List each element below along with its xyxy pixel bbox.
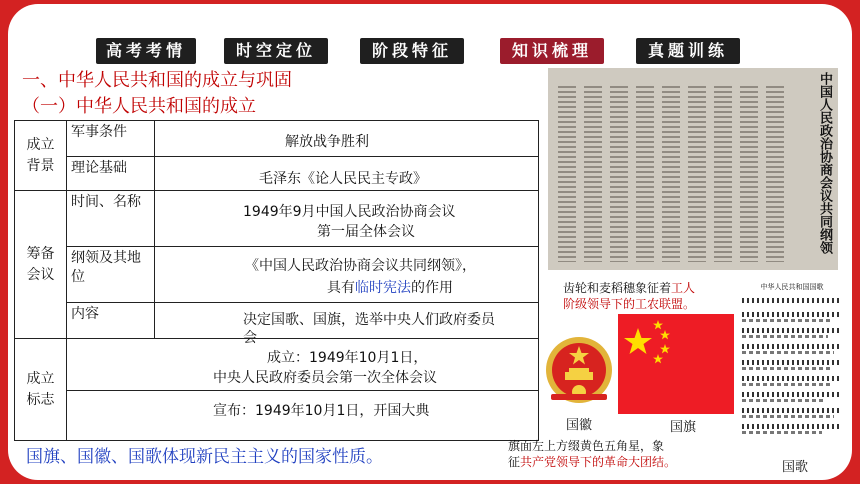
national-anthem-score-image xyxy=(738,280,846,458)
score-title: 中华人民共和国国歌 xyxy=(760,283,824,291)
category-preparation xyxy=(15,191,67,339)
time-value-line1: 1949年9月中国人民政治协商会议 xyxy=(243,204,456,220)
row-label-time: 时间、名称 xyxy=(67,191,155,247)
interim-constitution-emphasis: 临时宪法 xyxy=(355,280,411,296)
nav-tab-knowledge-review[interactable]: 知识梳理 xyxy=(500,38,604,64)
common-program-newspaper-image xyxy=(548,68,838,270)
nav-tab-stage-features[interactable]: 阶段特征 xyxy=(360,38,464,64)
row-value-establish xyxy=(67,339,539,391)
content-value-line1: 决定国歌、国旗，选举中央人们政府委员 xyxy=(243,312,495,328)
flag-label: 国旗 xyxy=(670,420,697,435)
time-value-line2: 第一届全体会议 xyxy=(317,224,415,240)
flag-stars xyxy=(618,314,734,414)
category-label: 筹备会议 xyxy=(26,245,55,283)
category-label: 成立标志 xyxy=(26,370,55,408)
nav-tab-exam-analysis[interactable]: 高考考情 xyxy=(96,38,196,64)
category-background xyxy=(15,121,67,191)
national-emblem-image xyxy=(543,336,615,408)
row-label-program: 纲领及其地位 xyxy=(67,247,155,303)
category-label: 成立背景 xyxy=(26,136,55,174)
content-value-line2: 会 xyxy=(243,330,257,346)
table-row xyxy=(15,191,539,247)
emblem-label: 国徽 xyxy=(566,418,593,433)
caption-emphasis: 工人 xyxy=(671,281,696,295)
row-value-program xyxy=(155,247,539,303)
table-row xyxy=(15,247,539,303)
nav-tab-time-space[interactable]: 时空定位 xyxy=(224,38,328,64)
establish-line2: 中央人民政府委员会第一次全体会议 xyxy=(213,370,437,386)
table-row xyxy=(15,157,539,191)
section-heading: 一、中华人民共和国的成立与巩固 xyxy=(22,70,292,91)
nav-tab-past-exams[interactable]: 真题训练 xyxy=(636,38,740,64)
row-label-military: 军事条件 xyxy=(67,121,155,157)
row-value-announce xyxy=(67,391,539,441)
caption-text: 齿轮和麦稻穗象征着 xyxy=(563,281,672,295)
theory-value: 毛泽东《论人民民主专政》 xyxy=(259,171,427,187)
subsection-heading: （一）中华人民共和国的成立 xyxy=(22,96,256,117)
row-value-military xyxy=(155,121,539,157)
row-value-time xyxy=(155,191,539,247)
establish-line1: 成立：1949年10月1日， xyxy=(267,350,428,366)
table-row xyxy=(15,303,539,339)
caption-text: 征 xyxy=(508,455,521,469)
program-value-line1: 《中国人民政治协商会议共同纲领》， xyxy=(245,258,476,274)
row-label-content: 内容 xyxy=(67,303,155,339)
announce-value: 宣布：1949年10月1日，开国大典 xyxy=(213,403,430,419)
table-row xyxy=(15,339,539,391)
knowledge-table xyxy=(14,120,539,441)
caption-emphasis: 阶级领导下的工农联盟。 xyxy=(563,297,696,311)
caption-text: 旗面左上方缀黄色五角星，象 xyxy=(508,439,665,453)
flag-caption xyxy=(508,438,728,470)
category-founding xyxy=(15,339,67,441)
national-flag-image xyxy=(618,314,734,414)
row-value-theory xyxy=(155,157,539,191)
program-text: 的作用 xyxy=(411,280,453,296)
table-row xyxy=(15,391,539,441)
caption-emphasis: 共产党领导下的革命大团结。 xyxy=(520,455,677,469)
newspaper-title: 中国人民政治协商会议共同纲领 xyxy=(817,72,832,254)
row-label-theory: 理论基础 xyxy=(67,157,155,191)
military-value: 解放战争胜利 xyxy=(285,134,369,150)
program-text: 具有 xyxy=(327,280,355,296)
table-row xyxy=(15,121,539,157)
row-value-content xyxy=(155,303,539,346)
program-value-line2 xyxy=(327,277,453,297)
emblem-caption xyxy=(563,280,695,312)
anthem-label: 国歌 xyxy=(782,460,809,475)
summary-note: 国旗、国徽、国歌体现新民主主义的国家性质。 xyxy=(26,447,383,467)
